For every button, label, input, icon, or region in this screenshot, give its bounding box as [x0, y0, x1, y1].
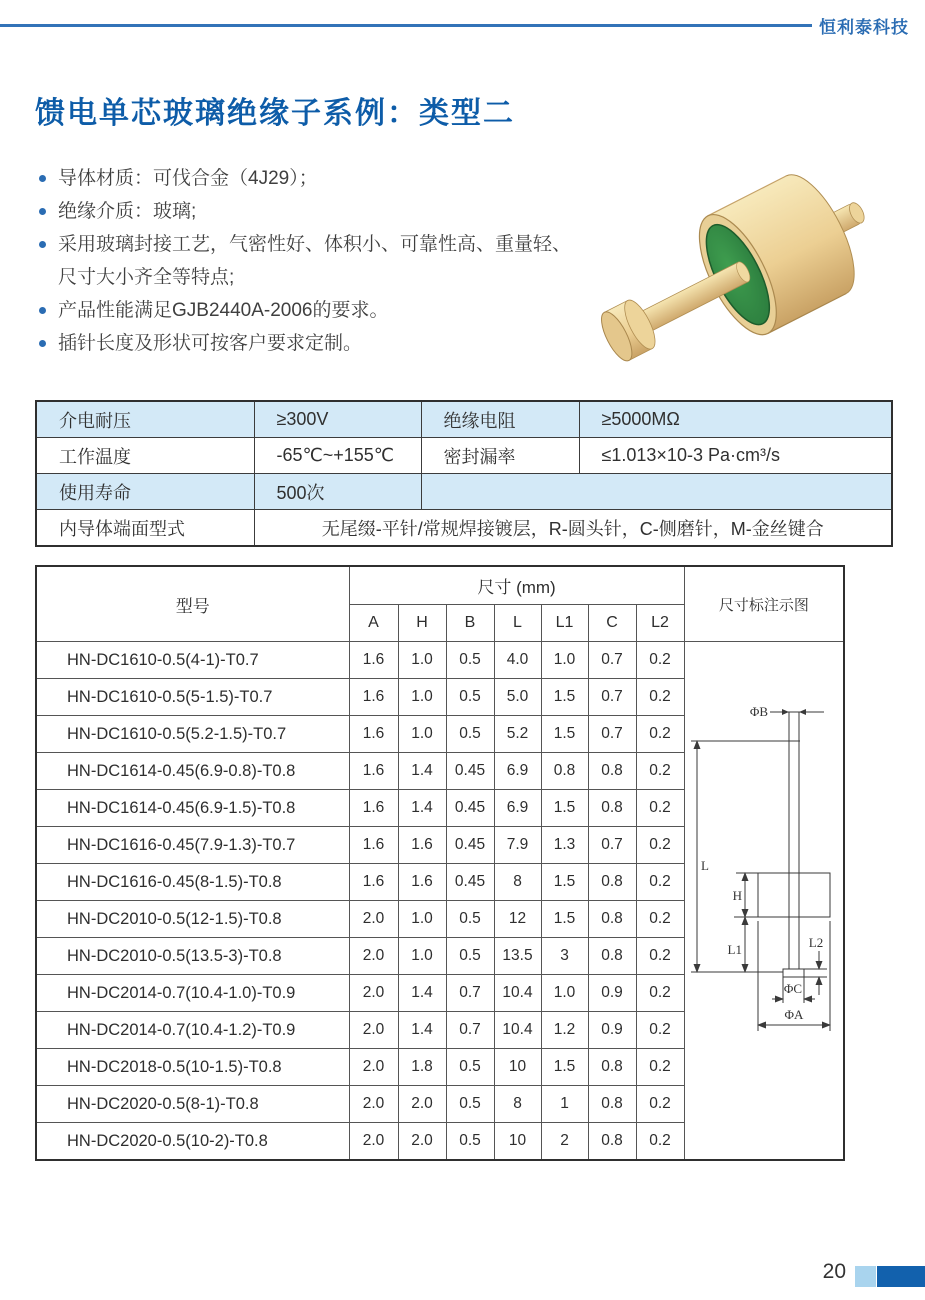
dim-cell: 0.7	[588, 827, 636, 864]
spec-label: 使用寿命	[36, 474, 254, 510]
dim-cell: 1	[541, 1086, 588, 1123]
dim-cell: 0.2	[636, 1086, 684, 1123]
dim-cell: 1.5	[541, 1049, 588, 1086]
dim-cell: 7.9	[494, 827, 541, 864]
dim-cell: 0.2	[636, 1049, 684, 1086]
dim-cell: 0.7	[588, 642, 636, 679]
dim-cell: 0.5	[446, 679, 494, 716]
dim-cell: 0.2	[636, 790, 684, 827]
dim-cell: 0.5	[446, 642, 494, 679]
model-cell: HN-DC2010-0.5(12-1.5)-T0.8	[36, 901, 349, 938]
model-cell: HN-DC1616-0.45(7.9-1.3)-T0.7	[36, 827, 349, 864]
product-image	[575, 156, 900, 378]
dim-cell: 0.8	[588, 1123, 636, 1161]
feature-text: 导体材质：可伐合金（4J29）；	[58, 168, 318, 189]
dim-cell: 1.6	[349, 790, 398, 827]
dim-cell: 0.2	[636, 679, 684, 716]
dim-cell: 0.5	[446, 1086, 494, 1123]
dim-cell: 10	[494, 1049, 541, 1086]
dim-label-h: H	[732, 888, 742, 903]
dim-cell: 5.2	[494, 716, 541, 753]
dim-cell: 1.2	[541, 1012, 588, 1049]
feature-item	[37, 261, 597, 294]
feature-item	[37, 195, 597, 228]
model-cell: HN-DC1614-0.45(6.9-0.8)-T0.8	[36, 753, 349, 790]
dim-cell: 1.6	[349, 679, 398, 716]
dim-cell: 0.5	[446, 716, 494, 753]
dim-cell: 0.2	[636, 1012, 684, 1049]
dim-cell: 0.8	[588, 864, 636, 901]
feature-item	[37, 294, 597, 327]
dims-header-row	[36, 566, 844, 605]
dim-cell: 0.8	[541, 753, 588, 790]
dim-label-phi-b: ΦB	[749, 704, 768, 719]
dim-cell: 10.4	[494, 1012, 541, 1049]
dim-cell: 2.0	[349, 1012, 398, 1049]
dim-cell: 1.0	[398, 679, 446, 716]
dim-cell: 1.0	[541, 642, 588, 679]
dim-cell: 1.4	[398, 790, 446, 827]
dim-cell: 0.7	[446, 975, 494, 1012]
dim-label-phi-c: ΦC	[783, 981, 802, 996]
header-divider	[0, 24, 812, 27]
dim-cell: 2	[541, 1123, 588, 1161]
spec-value-empty	[421, 474, 892, 510]
dim-cell: 0.2	[636, 864, 684, 901]
dim-cell: 1.0	[541, 975, 588, 1012]
dim-cell: 3	[541, 938, 588, 975]
dim-cell: 0.2	[636, 975, 684, 1012]
dim-cell: 8	[494, 864, 541, 901]
dim-cell: 0.5	[446, 1123, 494, 1161]
spec-value: -65℃~+155℃	[254, 438, 421, 474]
dim-cell: 1.0	[398, 938, 446, 975]
dim-cell: 1.4	[398, 753, 446, 790]
spec-label: 绝缘电阻	[421, 401, 579, 438]
model-cell: HN-DC1610-0.5(5-1.5)-T0.7	[36, 679, 349, 716]
dim-cell: 2.0	[349, 938, 398, 975]
dim-cell: 0.2	[636, 901, 684, 938]
feature-text: 采用玻璃封接工艺，气密性好、体积小、可靠性高、重量轻、	[58, 234, 572, 255]
dim-cell: 6.9	[494, 753, 541, 790]
feature-list	[37, 162, 597, 360]
dim-cell: 0.8	[588, 790, 636, 827]
dim-cell: 0.2	[636, 753, 684, 790]
spec-row	[36, 401, 892, 438]
dim-cell: 0.8	[588, 753, 636, 790]
spec-value: 无尾缀-平针/常规焊接镀层，R-圆头针，C-侧磨针，M-金丝键合	[254, 510, 892, 547]
model-cell: HN-DC2014-0.7(10.4-1.2)-T0.9	[36, 1012, 349, 1049]
page-title: 馈电单芯玻璃绝缘子系例：类型二	[35, 97, 515, 130]
dim-cell: 1.6	[349, 716, 398, 753]
dim-cell: 0.5	[446, 1049, 494, 1086]
spec-value: ≥300V	[254, 401, 421, 438]
feature-item	[37, 162, 597, 195]
dim-cell: 1.0	[398, 642, 446, 679]
dim-cell: 0.2	[636, 642, 684, 679]
bullet-icon	[39, 175, 46, 182]
bullet-icon	[39, 241, 46, 248]
feature-text: 绝缘介质：玻璃;	[58, 201, 197, 222]
spec-label: 密封漏率	[421, 438, 579, 474]
spec-table	[35, 400, 893, 547]
dim-cell: 10	[494, 1123, 541, 1161]
dim-cell: 0.2	[636, 716, 684, 753]
dim-cell: 0.2	[636, 938, 684, 975]
dim-cell: 8	[494, 1086, 541, 1123]
page-number: 20	[822, 1260, 846, 1283]
dim-cell: 5.0	[494, 679, 541, 716]
model-cell: HN-DC1610-0.5(4-1)-T0.7	[36, 642, 349, 679]
column-header-a: A	[349, 605, 398, 642]
column-header-diagram: 尺寸标注示图	[684, 566, 844, 642]
dim-cell: 0.7	[588, 716, 636, 753]
dim-cell: 2.0	[349, 1049, 398, 1086]
model-cell: HN-DC2020-0.5(8-1)-T0.8	[36, 1086, 349, 1123]
bullet-icon	[39, 307, 46, 314]
dim-cell: 0.9	[588, 975, 636, 1012]
dim-cell: 0.7	[446, 1012, 494, 1049]
dim-cell: 1.5	[541, 901, 588, 938]
model-cell: HN-DC1616-0.45(8-1.5)-T0.8	[36, 864, 349, 901]
dim-cell: 1.6	[349, 642, 398, 679]
spec-value: ≤1.013×10-3 Pa·cm³/s	[579, 438, 892, 474]
dimension-diagram-drawing	[686, 642, 842, 1144]
dim-cell: 2.0	[349, 1123, 398, 1161]
feature-text: 尺寸大小齐全等特点;	[58, 267, 235, 288]
dim-cell: 0.2	[636, 1123, 684, 1161]
spec-row	[36, 474, 892, 510]
bullet-icon	[39, 208, 46, 215]
dim-cell: 0.5	[446, 938, 494, 975]
dim-cell: 2.0	[349, 901, 398, 938]
dim-cell: 13.5	[494, 938, 541, 975]
insulator-3d-render	[575, 156, 900, 378]
dim-cell: 6.9	[494, 790, 541, 827]
footer-accent-dark	[877, 1266, 925, 1287]
dim-cell: 4.0	[494, 642, 541, 679]
column-header-l1: L1	[541, 605, 588, 642]
dim-cell: 2.0	[398, 1086, 446, 1123]
dim-cell: 1.6	[349, 864, 398, 901]
dim-label-l: L	[700, 858, 709, 873]
column-header-l: L	[494, 605, 541, 642]
dim-cell: 1.6	[349, 827, 398, 864]
dim-cell: 12	[494, 901, 541, 938]
dim-cell: 0.45	[446, 864, 494, 901]
model-cell: HN-DC2014-0.7(10.4-1.0)-T0.9	[36, 975, 349, 1012]
dim-cell: 1.4	[398, 975, 446, 1012]
column-header-l2: L2	[636, 605, 684, 642]
bullet-icon	[39, 340, 46, 347]
dim-cell: 1.5	[541, 679, 588, 716]
dim-label-l2: L2	[808, 935, 824, 950]
dim-cell: 2.0	[349, 975, 398, 1012]
dim-cell: 0.8	[588, 1086, 636, 1123]
dim-cell: 0.9	[588, 1012, 636, 1049]
dim-cell: 1.5	[541, 716, 588, 753]
feature-item	[37, 228, 597, 261]
dim-cell: 1.0	[398, 716, 446, 753]
dim-cell: 1.3	[541, 827, 588, 864]
model-cell: HN-DC2010-0.5(13.5-3)-T0.8	[36, 938, 349, 975]
dim-cell: 0.8	[588, 901, 636, 938]
dim-label-l1: L1	[727, 942, 742, 957]
dim-cell: 0.45	[446, 790, 494, 827]
column-header-group: 尺寸 (mm)	[349, 566, 684, 605]
model-cell: HN-DC1610-0.5(5.2-1.5)-T0.7	[36, 716, 349, 753]
spec-value: 500次	[254, 474, 421, 510]
column-header-model: 型号	[36, 566, 349, 642]
feature-text: 插针长度及形状可按客户要求定制。	[58, 333, 363, 354]
dimension-diagram	[684, 642, 844, 1161]
dim-cell: 0.7	[588, 679, 636, 716]
dim-cell: 0.45	[446, 827, 494, 864]
dim-label-phi-a: ΦA	[784, 1007, 804, 1022]
spec-row	[36, 438, 892, 474]
dim-cell: 1.0	[398, 901, 446, 938]
dims-table	[35, 565, 845, 1161]
dim-cell: 0.8	[588, 1049, 636, 1086]
brand-name: 恒利泰科技	[819, 18, 909, 37]
dim-cell: 0.45	[446, 753, 494, 790]
dim-cell: 1.5	[541, 864, 588, 901]
dim-cell: 1.6	[349, 753, 398, 790]
dim-cell: 0.8	[588, 938, 636, 975]
dim-cell: 1.6	[398, 864, 446, 901]
model-cell: HN-DC2020-0.5(10-2)-T0.8	[36, 1123, 349, 1161]
feature-text: 产品性能满足GJB2440A-2006的要求。	[58, 300, 389, 321]
feature-item	[37, 327, 597, 360]
model-cell: HN-DC1614-0.45(6.9-1.5)-T0.8	[36, 790, 349, 827]
model-cell: HN-DC2018-0.5(10-1.5)-T0.8	[36, 1049, 349, 1086]
column-header-b: B	[446, 605, 494, 642]
dim-cell: 1.6	[398, 827, 446, 864]
spec-row	[36, 510, 892, 547]
spec-label: 工作温度	[36, 438, 254, 474]
dim-cell: 1.5	[541, 790, 588, 827]
dim-cell: 0.5	[446, 901, 494, 938]
footer-accent-light	[855, 1266, 876, 1287]
spec-label: 内导体端面型式	[36, 510, 254, 547]
dim-cell: 2.0	[349, 1086, 398, 1123]
column-header-h: H	[398, 605, 446, 642]
table-row	[36, 642, 844, 679]
column-header-c: C	[588, 605, 636, 642]
spec-value: ≥5000MΩ	[579, 401, 892, 438]
dim-cell: 1.4	[398, 1012, 446, 1049]
dim-cell: 10.4	[494, 975, 541, 1012]
spec-label: 介电耐压	[36, 401, 254, 438]
dim-cell: 1.8	[398, 1049, 446, 1086]
dim-cell: 0.2	[636, 827, 684, 864]
dim-cell: 2.0	[398, 1123, 446, 1161]
